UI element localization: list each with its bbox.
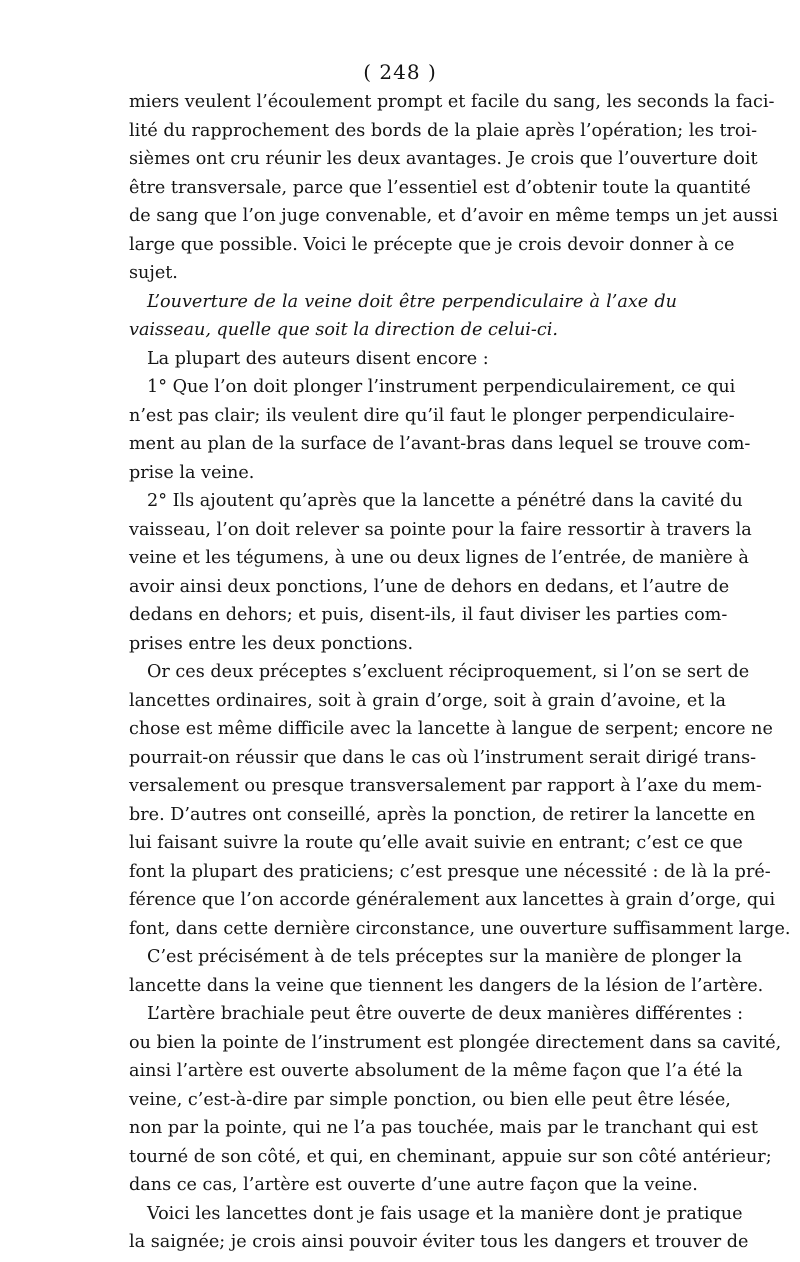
- text-line: chose est même difficile avec la lancette à langue de serpent; encore ne: [129, 719, 773, 739]
- text-line: tourné de son côté, et qui, en cheminant, appuie sur son côté antérieur;: [129, 1146, 772, 1167]
- text-line: être transversale, parce que l’essentiel est d’obtenir toute la quantité: [129, 177, 751, 198]
- text-line: lui faisant suivre la route qu’elle avait suivie en entrant; c’est ce que: [129, 833, 743, 853]
- text-line: ainsi l’artère est ouverte absolument de la même façon que l’a été la: [129, 1061, 743, 1081]
- text-line: prise la veine.: [129, 462, 255, 483]
- text-line: lancette dans la veine que tiennent les dangers de la lésion de l’artère.: [129, 975, 764, 996]
- text-line: veine et les tégumens, à une ou deux lignes de l’entrée, de manière à: [129, 548, 749, 568]
- text-line: font la plupart des praticiens; c’est presque une nécessité : de là la pré-: [129, 861, 771, 882]
- text-line: La plupart des auteurs disent encore :: [147, 348, 489, 369]
- text-line: n’est pas clair; ils veulent dire qu’il faut le plonger perpendiculaire-: [129, 405, 735, 426]
- text-line: bre. D’autres ont conseillé, après la ponction, de retirer la lancette en: [129, 804, 756, 825]
- text-line: miers veulent l’écoulement prompt et facile du sang, les seconds la faci-: [129, 92, 775, 112]
- text-line: L’ouverture de la veine doit être perpendiculaire à l’axe du: [147, 291, 677, 312]
- text-line: sièmes ont cru réunir les deux avantages. Je crois que l’ouverture doit: [129, 149, 758, 169]
- text-line: Or ces deux préceptes s’excluent réciproquement, si l’on se sert de: [147, 662, 750, 682]
- text-line: non par la pointe, qui ne l’a pas touchée, mais par le tranchant qui est: [129, 1118, 758, 1138]
- text-line: 2° Ils ajoutent qu’après que la lancette a pénétré dans la cavité du: [147, 491, 743, 511]
- text-line: pourrait-on réussir que dans le cas où l’instrument serait dirigé trans-: [129, 747, 757, 768]
- text-line: ment au plan de la surface de l’avant-bras dans lequel se trouve com-: [129, 434, 751, 454]
- text-line: versalement ou presque transversalement par rapport à l’axe du mem-: [129, 776, 762, 796]
- text-line: avoir ainsi deux ponctions, l’une de dehors en dedans, et l’autre de: [129, 576, 730, 597]
- text-line: prises entre les deux ponctions.: [129, 633, 414, 654]
- text-line: vaisseau, quelle que soit la direction de celui-ci.: [129, 320, 558, 340]
- text-line: 1° Que l’on doit plonger l’instrument perpendiculairement, ce qui: [147, 377, 736, 397]
- text-line: la saignée; je crois ainsi pouvoir éviter tous les dangers et trouver de: [129, 1232, 749, 1252]
- text-line: lité du rapprochement des bords de la plaie après l’opération; les troi-: [129, 120, 758, 141]
- text-line: dans ce cas, l’artère est ouverte d’une autre façon que la veine.: [129, 1175, 698, 1195]
- text-line: C’est précisément à de tels préceptes sur la manière de plonger la: [147, 947, 742, 967]
- text-line: large que possible. Voici le précepte que je crois devoir donner à ce: [129, 234, 735, 255]
- text-line: ou bien la pointe de l’instrument est plongée directement dans sa cavité,: [129, 1032, 782, 1053]
- text-line: sujet.: [129, 263, 178, 283]
- text-line: L’artère brachiale peut être ouverte de deux manières différentes :: [147, 1004, 744, 1024]
- text-line: vaisseau, l’on doit relever sa pointe pour la faire ressortir à travers la: [129, 519, 752, 540]
- text-line: dedans en dehors; et puis, disent-ils, il faut diviser les parties com-: [129, 605, 728, 625]
- text-line: veine, c’est-à-dire par simple ponction, ou bien elle peut être lésée,: [129, 1089, 731, 1110]
- text-line: férence que l’on accorde généralement aux lancettes à grain d’orge, qui: [129, 890, 776, 910]
- page-number: ( 248 ): [363, 60, 437, 84]
- text-line: Voici les lancettes dont je fais usage et la manière dont je pratique: [147, 1203, 743, 1224]
- text-line: de sang que l’on juge convenable, et d’avoir en même temps un jet aussi: [129, 206, 778, 226]
- text-line: lancettes ordinaires, soit à grain d’orge, soit à grain d’avoine, et la: [129, 690, 727, 711]
- text-line: font, dans cette dernière circonstance, une ouverture suffisamment large.: [129, 918, 791, 939]
